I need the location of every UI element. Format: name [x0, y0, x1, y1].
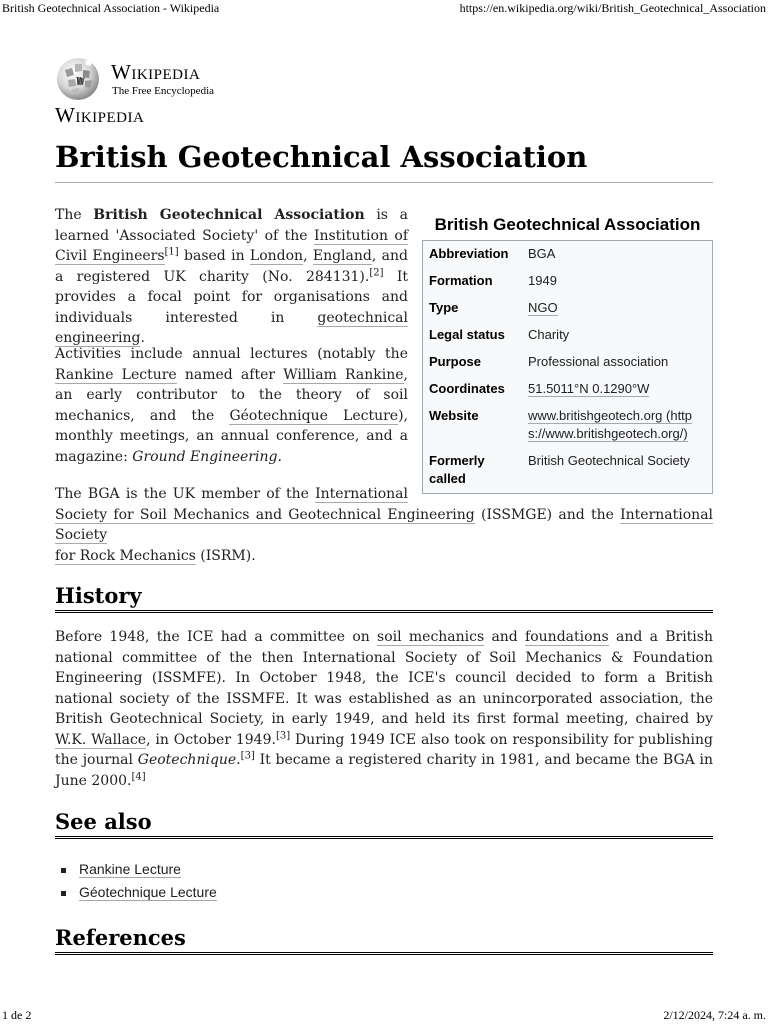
- print-datetime: 2/12/2024, 7:24 a. m.: [663, 1008, 766, 1022]
- london-link[interactable]: London: [249, 248, 304, 264]
- infobox-value: Professional association: [528, 354, 669, 369]
- wikipedia-logo[interactable]: [55, 56, 255, 126]
- infobox-row: [423, 295, 713, 322]
- infobox-label-line2: called: [429, 471, 466, 486]
- see-also-geotechnique-link[interactable]: Géotechnique Lecture: [79, 884, 217, 900]
- history-heading: History: [55, 583, 713, 613]
- list-item: [55, 858, 217, 881]
- ref-link[interactable]: [1]: [164, 246, 179, 258]
- infobox-label-line1: Formerly: [429, 453, 485, 468]
- ref-link[interactable]: [3]: [240, 750, 255, 762]
- text: ), monthly meetings, an annual conference, and a magazine:: [55, 407, 408, 465]
- text: , in October 1949.: [146, 731, 276, 748]
- text: .: [236, 752, 241, 768]
- rankine-lecture-link[interactable]: Rankine Lecture: [55, 366, 177, 383]
- ref-link[interactable]: [2]: [369, 266, 384, 278]
- infobox-title: British Geotechnical Association: [434, 215, 701, 234]
- england-link[interactable]: England: [312, 248, 372, 264]
- website-link-line1: www.britishgeotech.org (http: [528, 408, 693, 423]
- infobox-label: Website: [429, 408, 479, 423]
- text: .: [277, 448, 282, 465]
- infobox-value: British Geotechnical Society: [528, 453, 690, 468]
- text: , and a registered UK charity (No. 284131).: [55, 248, 408, 285]
- infobox-value: Charity: [528, 327, 570, 342]
- text: Activities include annual lectures (notably the: [55, 346, 408, 362]
- infobox-label: Legal status: [429, 327, 505, 342]
- ref-link[interactable]: [3]: [275, 729, 291, 741]
- print-header: [0, 0, 768, 16]
- foundations-link[interactable]: foundations: [525, 629, 609, 645]
- text: During 1949 ICE also took on responsibility for publishing the journal: [55, 731, 714, 768]
- intro-paragraph-1: [55, 205, 408, 349]
- soil-mechanics-link[interactable]: soil mechanics: [377, 629, 485, 645]
- infobox-label: Type: [429, 300, 459, 315]
- infobox-value: 1949: [528, 273, 557, 288]
- infobox-label: Formation: [429, 273, 493, 288]
- text: Before 1948, the ICE had a committee on: [55, 629, 378, 645]
- print-footer: [0, 1006, 768, 1024]
- text: The: [55, 207, 94, 223]
- text: based in: [178, 248, 250, 264]
- type-link[interactable]: NGO: [528, 300, 558, 315]
- ref-link[interactable]: [4]: [131, 770, 146, 782]
- infobox-row: [423, 349, 713, 376]
- intro-paragraph-3-line2: [55, 505, 713, 546]
- text: The BGA is the UK member of the: [55, 486, 316, 502]
- infobox-label: Purpose: [429, 354, 482, 369]
- infobox-row: [423, 322, 713, 349]
- intro-paragraph-3-line3: [55, 546, 713, 567]
- text: (ISSMGE) and the: [474, 506, 621, 523]
- geotechnical-engineering-link[interactable]: geotechnical engineering: [55, 309, 408, 346]
- intro-paragraph-3: [55, 484, 713, 566]
- wikipedia-globe-icon: [55, 56, 101, 102]
- journal-title: Geotechnique: [137, 752, 237, 768]
- infobox: [422, 210, 713, 494]
- text: (ISRM).: [195, 547, 256, 564]
- history-paragraph: [55, 627, 713, 791]
- see-also-heading: See also: [55, 809, 713, 839]
- geotechnique-lecture-link[interactable]: Géotechnique Lecture: [229, 407, 399, 424]
- isrm-link-start[interactable]: International Society: [55, 506, 714, 543]
- print-header-url: https://en.wikipedia.org/wiki/British_Geotechnical_Association: [459, 1, 766, 15]
- text: It became a registered charity in 1981, and became the BGA in June 2000.: [55, 752, 713, 789]
- infobox-row: [423, 403, 713, 448]
- isrm-link[interactable]: for Rock Mechanics: [55, 547, 196, 564]
- text: and a British national committee of the then International Society of Soil Mechanics & Foundation Engineering (ISSMFE). In October 1948, the ICE's council decided to form a British national society of the ISSMFE. It was established as an unincorporated association, the British Geotechnical Society, in early 1949, and held its first formal meeting, chaired by: [55, 629, 713, 727]
- wordmark-below: Wikipedia: [55, 103, 145, 127]
- infobox-value: BGA: [528, 246, 556, 261]
- infobox-table: [422, 240, 713, 494]
- text: named after: [176, 366, 284, 383]
- bold-term: British Geotechnical Association: [93, 207, 365, 223]
- text: It provides a focal point for organisations and individuals interested in: [55, 268, 409, 326]
- text: and: [484, 629, 526, 645]
- infobox-label: Coordinates: [429, 381, 505, 396]
- issmge-link[interactable]: Society for Soil Mechanics and Geotechnical Engineering: [55, 506, 475, 523]
- svg-text:W: W: [76, 77, 86, 87]
- bullet-icon: [61, 891, 66, 896]
- page-number: 1 de 2: [2, 1008, 32, 1022]
- website-link[interactable]: [528, 408, 692, 442]
- website-link-line2: s://www.britishgeotech.org/): [528, 426, 688, 441]
- institution-link[interactable]: Institution of Civil Engineers: [55, 227, 408, 264]
- magazine-title: Ground Engineering: [132, 448, 278, 465]
- issmge-link-start[interactable]: International: [315, 486, 408, 502]
- references-heading: References: [55, 925, 713, 955]
- infobox-label: Abbreviation: [429, 246, 509, 261]
- see-also-rankine-link[interactable]: Rankine Lecture: [79, 861, 181, 877]
- infobox-row: [423, 241, 713, 269]
- intro-paragraph-3-line1: [55, 484, 408, 505]
- tagline: The Free Encyclopedia: [112, 85, 215, 97]
- text: ,: [303, 248, 313, 264]
- text: .: [140, 330, 145, 346]
- page-title: British Geotechnical Association: [55, 140, 713, 183]
- infobox-row: [423, 268, 713, 295]
- text: , an early contributor to the theory of soil mechanics, and the: [55, 366, 408, 424]
- text: is a learned 'Associated Society' of the: [55, 207, 408, 244]
- wk-wallace-link[interactable]: W.K. Wallace: [55, 731, 147, 748]
- wordmark: Wikipedia: [111, 60, 201, 84]
- william-rankine-link[interactable]: William Rankine: [283, 366, 404, 383]
- see-also-list: [55, 858, 217, 904]
- list-item: [55, 881, 217, 904]
- bullet-icon: [61, 868, 66, 873]
- coordinates-link[interactable]: 51.5011°N 0.1290°W: [528, 381, 650, 396]
- intro-paragraph-2: [55, 344, 408, 467]
- print-header-title: British Geotechnical Association - Wikipedia: [2, 1, 220, 15]
- infobox-row: [423, 376, 713, 403]
